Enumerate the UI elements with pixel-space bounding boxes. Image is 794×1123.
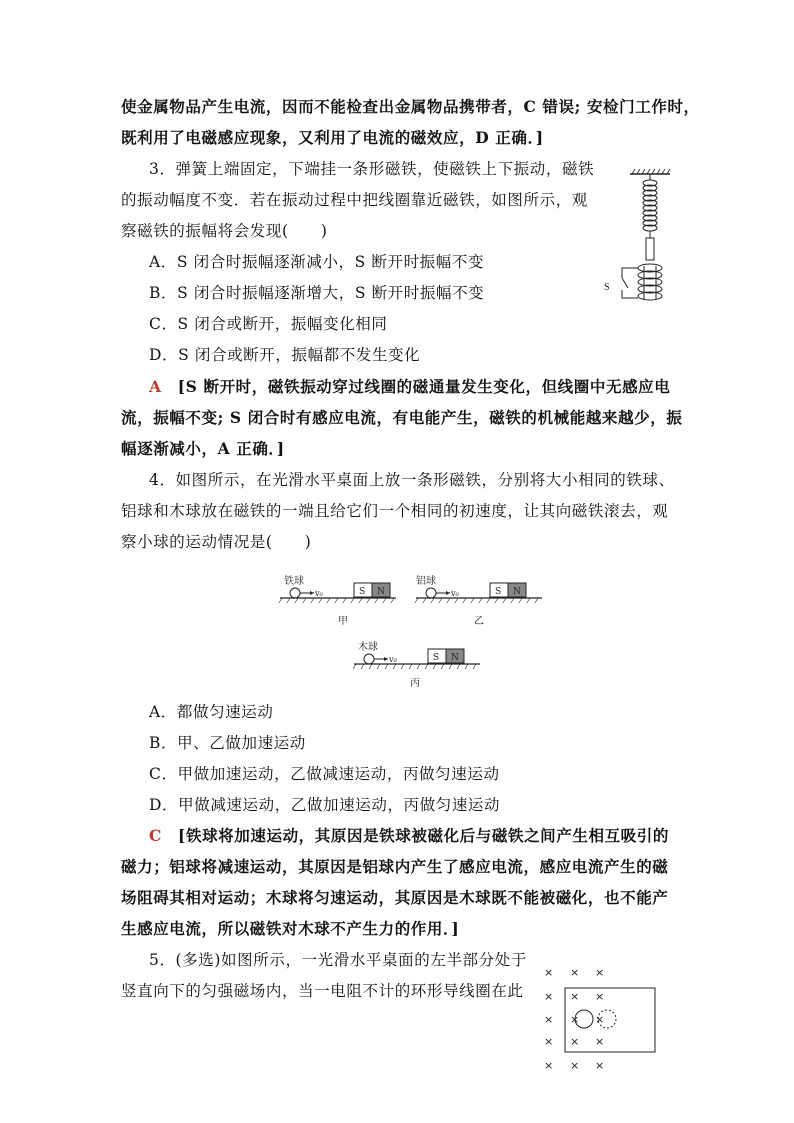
question-3-line-2: 的振动幅度不变．若在振动过程中把线圈靠近磁铁，如图所示，观 <box>121 191 588 209</box>
yi-velocity-label: v₀ <box>451 589 459 598</box>
wood-ball <box>364 654 374 664</box>
question-5-line-2: 竖直向下的匀强磁场内，当一电阻不计的环形导线圈在此 <box>121 982 524 1000</box>
field-mark: × <box>544 1013 554 1026</box>
question-4-line-2: 铝球和木球放在磁铁的一端且给它们一个相同的初速度，让其向磁铁滚去，观 <box>121 502 669 520</box>
q4-option-c: C．甲做加速运动，乙做减速运动，丙做匀速运动 <box>149 765 500 783</box>
q3-option-b: B．S 闭合时振幅逐渐增大，S 断开时振幅不变 <box>149 284 485 302</box>
field-mark: × <box>544 966 554 979</box>
field-marks <box>544 966 604 1072</box>
q4-answer-letter: C <box>149 826 162 845</box>
jia-caption: 甲 <box>338 616 348 627</box>
bing-ball-label: 木球 <box>358 642 378 653</box>
jia-pole-s: S <box>359 587 366 597</box>
field-mark: × <box>544 1035 554 1048</box>
field-mark: × <box>595 1035 605 1048</box>
yi-ball-label: 铝球 <box>416 576 436 587</box>
bing-velocity-label: v₀ <box>389 655 397 664</box>
bing-pole-n: N <box>451 653 459 663</box>
switch-circuit <box>622 268 638 298</box>
jia-ball-label: 铁球 <box>284 576 304 587</box>
jia-pole-n: N <box>377 587 385 597</box>
scenario-jia <box>279 574 396 627</box>
field-mark: × <box>544 1059 554 1072</box>
field-mark: × <box>570 1013 580 1026</box>
continuation-line-1: 使金属物品产生电流，因而不能检查出金属物品携带者，C 错误; 安检门工作时， <box>121 97 700 116</box>
q3-option-a: A．S 闭合时振幅逐渐减小，S 断开时振幅不变 <box>149 253 485 271</box>
q4-explanation-4: 生感应电流，所以磁铁对木球不产生力的作用．] <box>121 919 460 938</box>
q4-explanation-2: 磁力；铝球将减速运动，其原因是铝球内产生了感应电流，感应电流产生的磁 <box>121 857 669 876</box>
yi-pole-n: N <box>513 587 521 597</box>
field-mark: × <box>595 990 605 1003</box>
field-mark: × <box>544 990 554 1003</box>
question-5-line-1: 5．(多选)如图所示，一光滑水平桌面的左半部分处于 <box>149 951 527 969</box>
field-mark: × <box>595 1059 605 1072</box>
question-3-line-1: 3．弹簧上端固定，下端挂一条形磁铁，使磁铁上下振动，磁铁 <box>149 160 595 178</box>
question-3-line-3: 察磁铁的振幅将会发现( ) <box>121 222 328 240</box>
yi-pole-s: S <box>495 587 502 597</box>
q4-option-a: A．都做匀速运动 <box>149 703 274 721</box>
q3-explanation-3: 幅逐渐减小，A 正确．] <box>121 439 285 458</box>
field-mark: × <box>570 1059 580 1072</box>
magnetic-field-ring-figure <box>538 962 662 1074</box>
jia-velocity-label: v₀ <box>315 589 323 598</box>
yi-caption: 乙 <box>474 616 484 627</box>
rolling-balls-figure <box>278 574 548 690</box>
bing-pole-s: S <box>433 653 440 663</box>
field-mark: × <box>570 966 580 979</box>
switch-label: S <box>604 282 610 293</box>
coil <box>638 264 662 300</box>
aluminum-ball <box>426 588 436 598</box>
field-mark: × <box>595 966 605 979</box>
spring <box>643 174 657 238</box>
q4-answer-line-1 <box>149 826 669 846</box>
q4-option-b: B．甲、乙做加速运动 <box>149 734 306 752</box>
iron-ball <box>290 588 300 598</box>
q3-option-c: C．S 闭合或断开，振幅变化相同 <box>149 315 388 333</box>
q3-answer-line-1 <box>149 377 670 397</box>
q3-explanation-1: [S 断开时，磁铁振动穿过线圈的磁通量发生变化，但线圈中无感应电 <box>161 377 671 396</box>
scenario-bing <box>353 640 480 689</box>
q3-option-d: D．S 闭合或断开，振幅都不发生变化 <box>149 346 421 364</box>
question-4-line-1: 4．如图所示，在光滑水平桌面上放一条形磁铁，分别将大小相同的铁球、 <box>149 471 675 489</box>
field-mark: × <box>595 1013 605 1026</box>
continuation-line-2: 既利用了电磁感应现象，又利用了电流的磁效应，D 正确．] <box>121 128 544 147</box>
bar-magnet <box>646 238 654 260</box>
q3-explanation-2: 流，振幅不变; S 闭合时有感应电流，有电能产生，磁铁的机械能越来越少，振 <box>121 408 683 427</box>
field-mark: × <box>570 1035 580 1048</box>
ceiling-support <box>630 169 670 174</box>
spring-magnet-coil-figure <box>600 168 680 308</box>
bing-caption: 丙 <box>410 678 420 689</box>
question-4-line-3: 察小球的运动情况是( ) <box>121 533 312 551</box>
field-mark: × <box>570 990 580 1003</box>
q4-option-d: D．甲做减速运动，乙做加速运动，丙做匀速运动 <box>149 796 501 814</box>
q3-answer-letter: A <box>149 377 162 396</box>
q4-explanation-1: [铁球将加速运动，其原因是铁球被磁化后与磁铁之间产生相互吸引的 <box>161 826 669 845</box>
scenario-yi <box>415 574 542 627</box>
q4-explanation-3: 场阻碍其相对运动；木球将匀速运动，其原因是木球既不能被磁化，也不能产 <box>121 888 669 907</box>
